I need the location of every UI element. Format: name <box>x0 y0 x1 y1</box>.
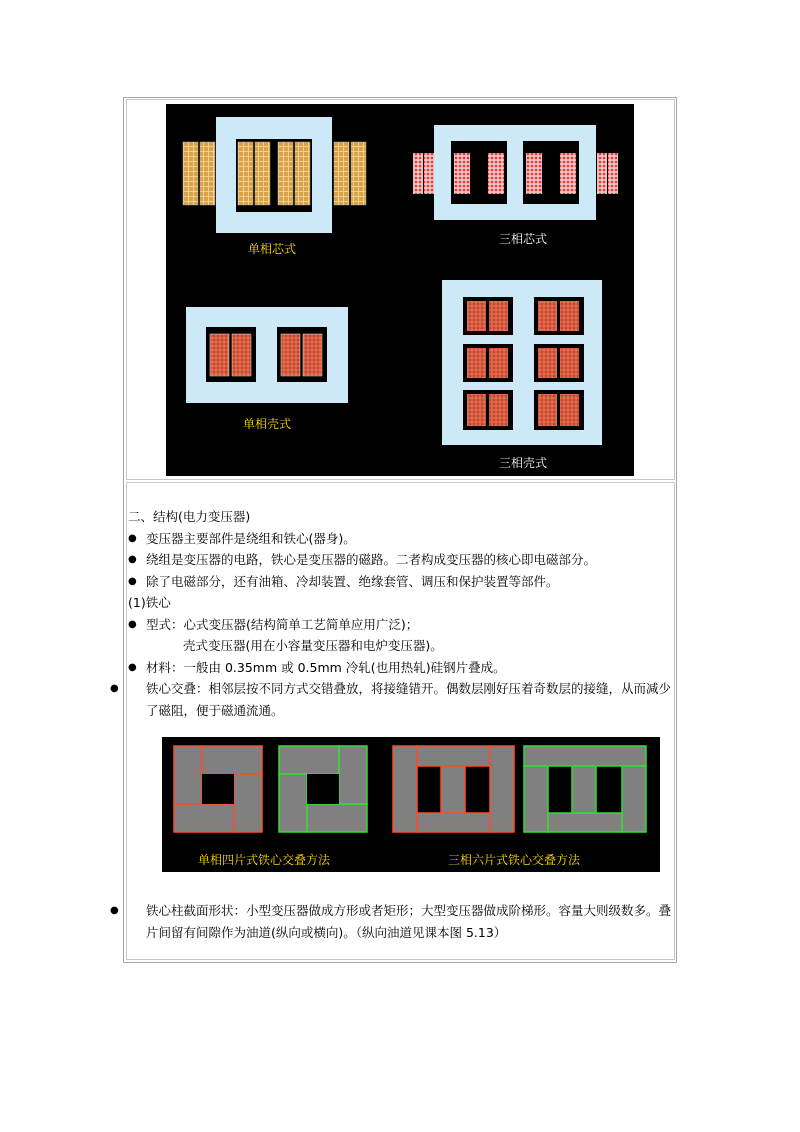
core-stacking-figure <box>162 737 660 872</box>
single-shell-label: 单相壳式 <box>242 417 292 431</box>
bullet-item: ● 铁心交叠：相邻层按不同方式交错叠放，将接缝错开。偶数层刚好压着奇数层的接缝，从而减少了磁阻，便于磁通流通。 <box>128 678 676 721</box>
single-core-label: 单相芯式 <box>247 242 297 256</box>
bullet-item: ● 变压器主要部件是绕组和铁心(器身)。 <box>128 528 676 550</box>
three-shell-label: 三相壳式 <box>498 456 548 470</box>
single-phase-stacking-label: 单相四片式铁心交叠方法 <box>197 853 331 867</box>
section-heading: 二、结构(电力变压器) <box>128 509 251 524</box>
bullet-item: ● 绕组是变压器的电路，铁心是变压器的磁路。二者构成变压器的核心即电磁部分。 <box>128 549 676 571</box>
bullet-icon: ● <box>110 905 119 916</box>
three-phase-stacking-label: 三相六片式铁心交叠方法 <box>447 853 581 867</box>
three-phase-green-layer <box>524 746 646 832</box>
text-block <box>110 506 676 721</box>
bullet-item: ● 除了电磁部分，还有油箱、冷却装置、绝缘套管、调压和保护装置等部件。 <box>128 571 676 593</box>
bullet-icon: ● <box>110 683 119 694</box>
text-block-2 <box>110 900 676 943</box>
bullet-icon: ● <box>128 661 137 673</box>
bullet-icon: ● <box>128 532 137 544</box>
bullet-icon: ● <box>128 575 137 587</box>
three-phase-red-layer <box>393 746 514 832</box>
bullet-item: ● 型式：心式变压器(结构简单工艺简单应用广泛)； <box>128 614 676 636</box>
bullet-item: ● 铁心柱截面形状：小型变压器做成方形或者矩形；大型变压器做成阶梯形。容量大则级数多。叠片间留有间隙作为油道(纵向或横向)。（纵向油道见课本图 5.13） <box>128 900 676 943</box>
bullet-icon: ● <box>128 618 137 630</box>
bullet-item: ● 材料：一般由 0.35mm 或 0.5mm 冷轧(也用热轧)硅钢片叠成。 <box>128 657 676 679</box>
three-shell-diagram <box>442 280 602 470</box>
three-core-label: 三相芯式 <box>498 232 548 246</box>
bullet-icon: ● <box>128 554 137 565</box>
subheading: (1)铁心 <box>128 595 171 610</box>
transformer-types-figure <box>166 104 634 476</box>
type-continuation: 壳式变压器(用在小容量变压器和电炉变压器)。 <box>183 638 443 653</box>
